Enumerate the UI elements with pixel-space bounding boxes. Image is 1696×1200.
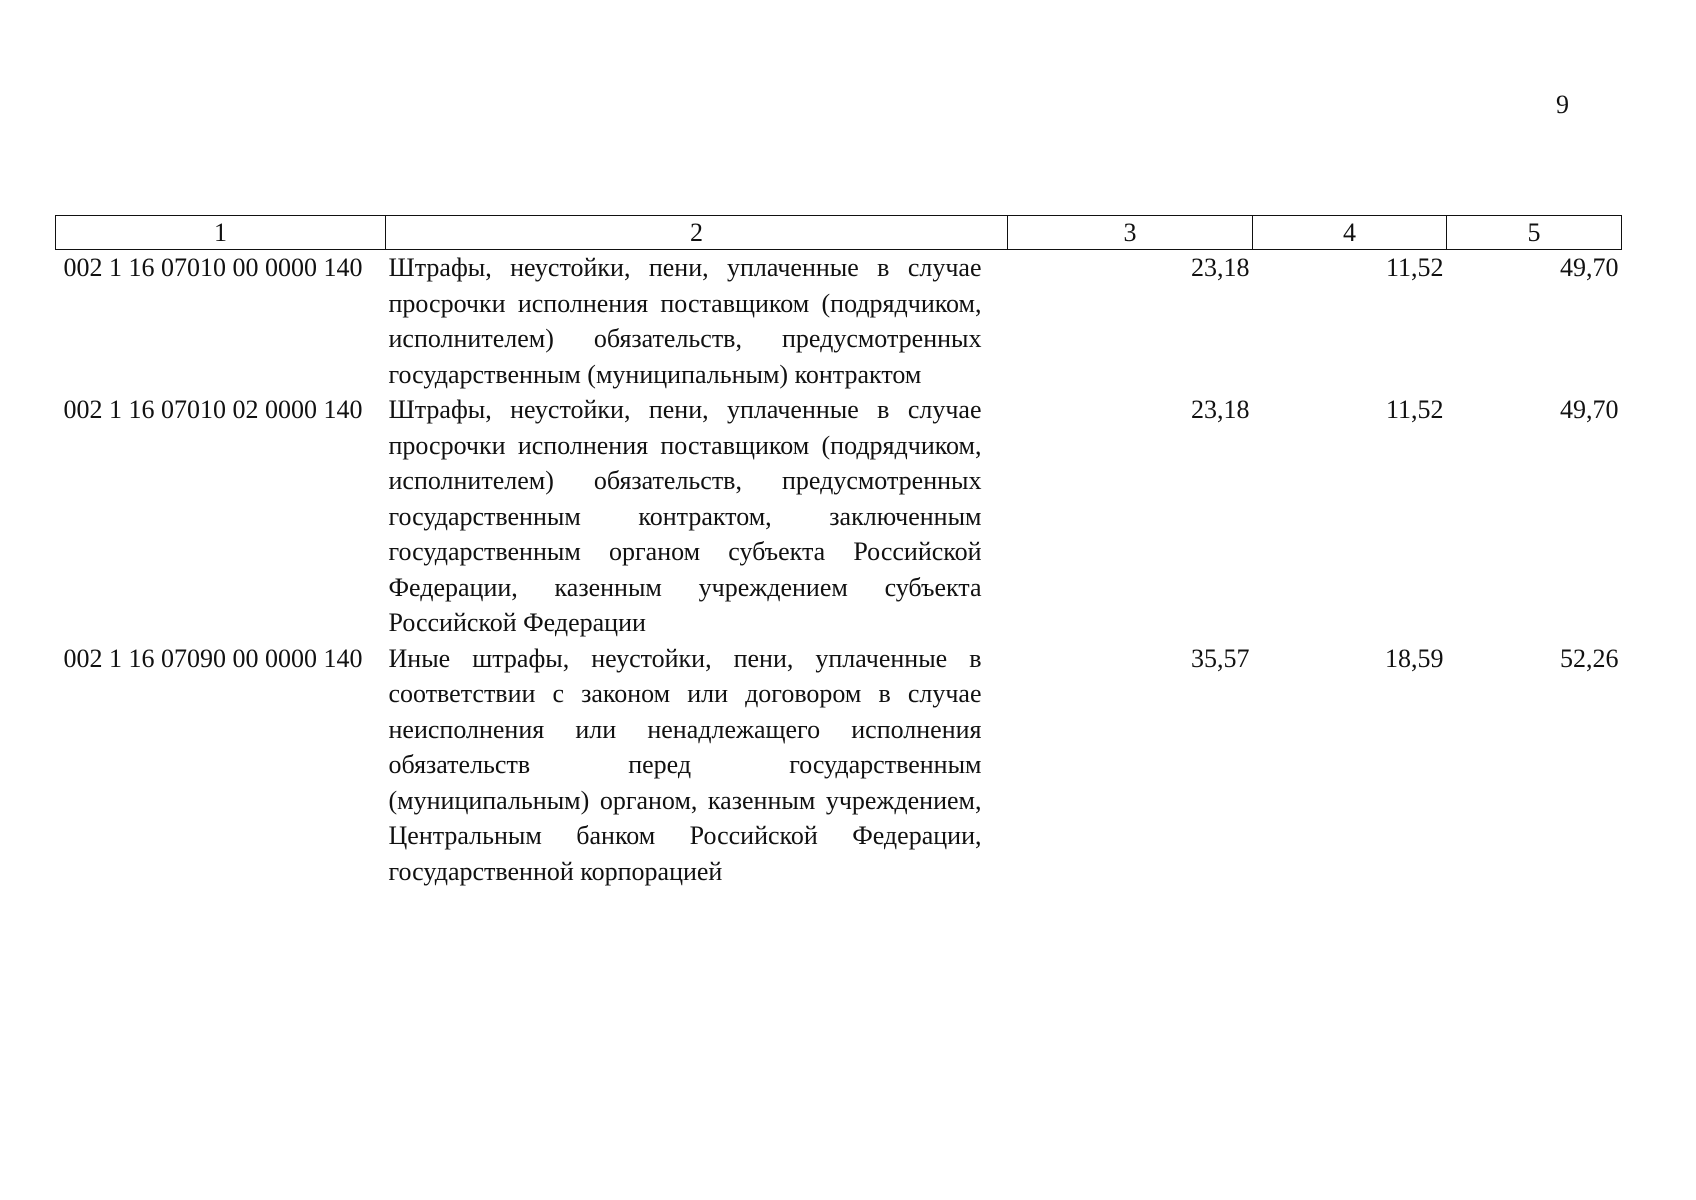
page-number: 9 xyxy=(1556,90,1569,119)
value-col-3: 23,18 xyxy=(1191,253,1250,282)
row-description: Штрафы, неустойки, пени, уплаченные в случае просрочки исполнения поставщиком (подрядчиком, исполнителем) обязательств, предусмотренных государственным (муниципальным) контрактом xyxy=(388,253,982,389)
budget-code: 002 1 16 07010 00 0000 140 xyxy=(63,253,363,282)
value-col-5: 49,70 xyxy=(1560,395,1619,424)
header-col-1: 1 xyxy=(56,216,386,250)
table-row xyxy=(56,641,1622,890)
header-col-4: 4 xyxy=(1253,216,1447,250)
budget-code: 002 1 16 07090 00 0000 140 xyxy=(63,643,363,673)
table-body xyxy=(56,250,1622,890)
header-col-5: 5 xyxy=(1447,216,1622,250)
header-row xyxy=(56,216,1622,250)
row-description: Иные штрафы, неустойки, пени, уплаченные в соответствии с законом или договором в случае неисполнения или ненадлежащего исполнения обязательств перед государственным (муниципальным) органом, казенным учреждением, Центральным банком Российской Федерации, государственной корпорацией xyxy=(388,643,982,886)
header-col-2: 2 xyxy=(386,216,1008,250)
value-col-4: 11,52 xyxy=(1385,395,1444,424)
value-col-3: 23,18 xyxy=(1191,395,1250,424)
value-col-5: 52,26 xyxy=(1560,643,1619,673)
table-header xyxy=(56,216,1622,250)
table-row xyxy=(56,250,1622,393)
header-col-3: 3 xyxy=(1008,216,1253,250)
budget-table xyxy=(55,215,1622,889)
budget-code: 002 1 16 07010 02 0000 140 xyxy=(63,395,363,424)
value-col-3: 35,57 xyxy=(1191,643,1250,673)
value-col-4: 11,52 xyxy=(1385,253,1444,282)
value-col-5: 49,70 xyxy=(1560,253,1619,282)
row-description: Штрафы, неустойки, пени, уплаченные в случае просрочки исполнения поставщиком (подрядчиком, исполнителем) обязательств, предусмотренных государственным контрактом, заключенным государственным органом субъекта Российской Федерации, казенным учреждением субъекта Российской Федерации xyxy=(388,395,982,637)
table-row xyxy=(56,392,1622,641)
value-col-4: 18,59 xyxy=(1385,643,1444,673)
